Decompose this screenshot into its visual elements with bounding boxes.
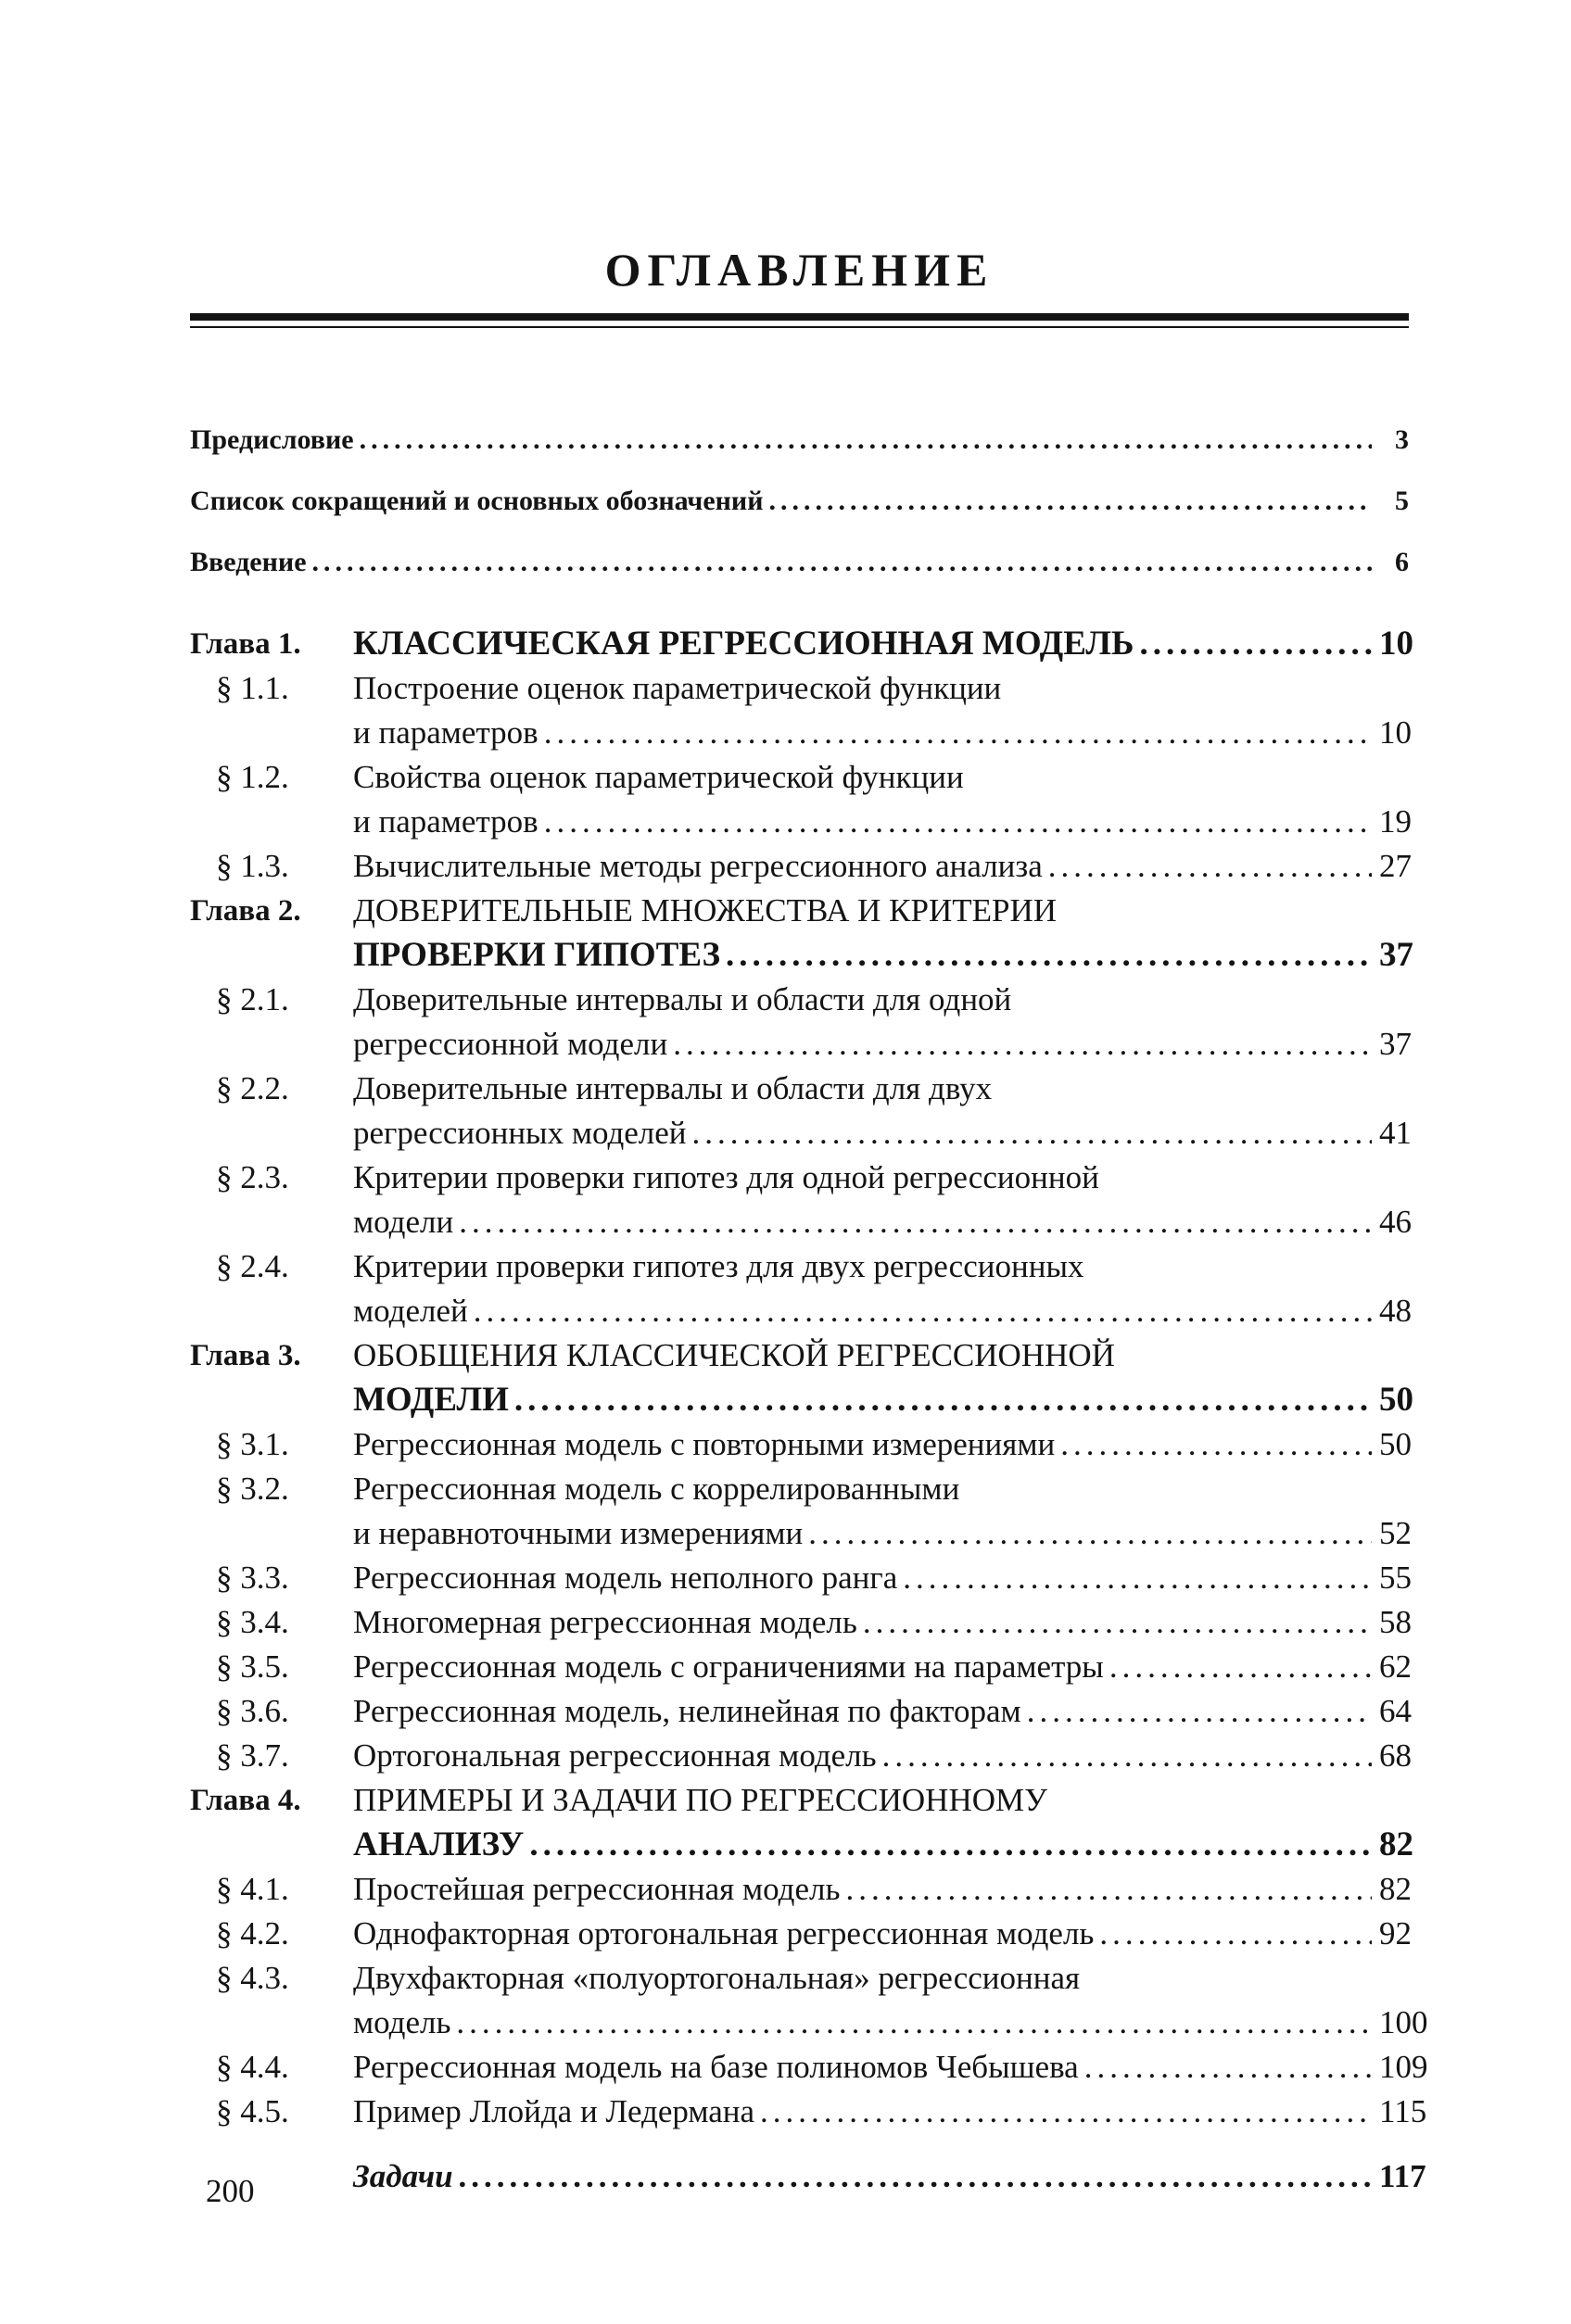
toc-section-3-2-cont — [190, 1515, 1412, 1560]
dot-leader — [474, 1293, 1372, 1330]
entry-page: 100 — [1379, 2004, 1428, 2040]
entry-title: Список сокращений и основных обозначений — [190, 486, 764, 516]
entry-page: 3 — [1395, 424, 1409, 455]
toc-section-3-7 — [190, 1737, 1412, 1782]
chapter-title-line1: ПРИМЕРЫ И ЗАДАЧИ ПО РЕГРЕССИОННОМУ — [353, 1782, 1047, 1818]
toc-entry-preface — [190, 422, 1409, 483]
section-label: § 3.7. — [216, 1737, 289, 1774]
section-title-line2: регрессионной модели — [353, 1026, 668, 1062]
section-label: § 1.1. — [216, 670, 289, 706]
dot-leader — [1109, 1648, 1372, 1686]
dot-leader — [459, 1204, 1372, 1241]
entry-page: 6 — [1395, 547, 1409, 577]
toc-section-4-2 — [190, 1915, 1412, 1960]
section-label: § 4.1. — [216, 1871, 289, 1907]
toc-section-1-3 — [190, 848, 1412, 892]
toc-section-3-1 — [190, 1426, 1412, 1471]
section-title: Регрессионная модель с ограничениями на параметры — [353, 1648, 1104, 1685]
chapter-title-line1: ДОВЕРИТЕЛЬНЫЕ МНОЖЕСТВА И КРИТЕРИИ — [353, 892, 1057, 928]
chapter-label: Глава 1. — [190, 627, 301, 661]
dot-leader — [456, 2004, 1372, 2041]
table-of-contents — [190, 422, 1428, 2203]
section-title-line2: модели — [353, 1204, 454, 1240]
entry-page: 41 — [1379, 1115, 1412, 1151]
toc-section-3-5 — [190, 1648, 1412, 1693]
dot-leader — [903, 1560, 1372, 1597]
toc-section-2-3-cont — [190, 1204, 1412, 1248]
entry-page: 46 — [1379, 1204, 1412, 1240]
chapter-title-line1: ОБОБЩЕНИЯ КЛАССИЧЕСКОЙ РЕГРЕССИОННОЙ — [353, 1337, 1115, 1373]
entry-page: 109 — [1379, 2049, 1428, 2085]
section-title-line1: Регрессионная модель с коррелированными — [353, 1471, 960, 1507]
entry-page: 19 — [1379, 803, 1412, 840]
entry-page: 52 — [1379, 1515, 1412, 1551]
toc-section-2-4 — [190, 1248, 1409, 1293]
entry-page: 48 — [1379, 1293, 1412, 1329]
section-label: § 2.2. — [216, 1070, 289, 1106]
title-rule-thick — [190, 313, 1409, 321]
section-label: § 2.1. — [216, 981, 289, 1017]
section-title: Однофакторная ортогональная регрессионная модель — [353, 1915, 1095, 1951]
toc-section-2-1-cont — [190, 1026, 1412, 1070]
toc-entry-abbreviations — [190, 483, 1409, 544]
toc-entry-introduction — [190, 544, 1409, 605]
entry-page: 27 — [1379, 848, 1412, 884]
dot-leader — [882, 1737, 1372, 1775]
toc-section-4-4 — [190, 2049, 1428, 2093]
toc-section-4-3-cont — [190, 2004, 1428, 2049]
chapter-label: Глава 2. — [190, 894, 301, 928]
section-label: § 4.2. — [216, 1915, 289, 1951]
section-label: § 3.3. — [216, 1560, 289, 1596]
toc-section-4-1 — [190, 1871, 1412, 1915]
section-title-line1: Построение оценок параметрической функции — [353, 670, 1002, 706]
entry-page: 62 — [1379, 1648, 1412, 1685]
dot-leader — [1060, 1426, 1372, 1463]
toc-entry-tasks — [190, 2158, 1426, 2203]
dot-leader — [863, 1604, 1372, 1641]
toc-chapter-2-cont — [190, 936, 1413, 981]
toc-section-3-2 — [190, 1471, 1409, 1515]
dot-leader — [692, 1115, 1372, 1152]
section-title: Вычислительные методы регрессионного анализа — [353, 848, 1043, 884]
entry-page: 115 — [1379, 2093, 1427, 2129]
entry-page: 50 — [1379, 1426, 1412, 1462]
entry-title: Введение — [190, 547, 307, 577]
section-title-line1: Двухфакторная «полуортогональная» регрессионная — [353, 1960, 1081, 1996]
dot-leader — [544, 803, 1372, 840]
toc-section-1-2-cont — [190, 803, 1412, 848]
section-label: § 2.4. — [216, 1248, 289, 1284]
entry-page: 92 — [1379, 1915, 1412, 1951]
chapter-title: КЛАССИЧЕСКАЯ РЕГРЕССИОННАЯ МОДЕЛЬ — [353, 625, 1134, 663]
section-title-line1: Критерии проверки гипотез для двух регрессионных — [353, 1248, 1084, 1284]
toc-section-2-3 — [190, 1159, 1409, 1204]
entry-page: 82 — [1379, 1825, 1413, 1863]
dot-leader — [1139, 625, 1372, 663]
chapter-label: Глава 3. — [190, 1339, 301, 1372]
section-label: § 3.6. — [216, 1693, 289, 1729]
dot-leader — [544, 714, 1372, 752]
section-title: Регрессионная модель с повторными измерениями — [353, 1426, 1056, 1462]
entry-page: 37 — [1379, 1026, 1412, 1062]
chapter-title-line2: МОДЕЛИ — [353, 1381, 509, 1419]
section-title-line1: Свойства оценок параметрической функции — [353, 759, 964, 795]
dot-leader — [845, 1871, 1372, 1908]
entry-page: 55 — [1379, 1560, 1412, 1596]
section-title: Пример Ллойда и Ледермана — [353, 2093, 755, 2129]
entry-page: 64 — [1379, 1693, 1412, 1729]
section-label: § 2.3. — [216, 1159, 289, 1195]
section-label: § 4.4. — [216, 2049, 289, 2085]
section-title-line2: и параметров — [353, 803, 538, 840]
entry-title: Предисловие — [190, 424, 354, 455]
entry-page: 10 — [1379, 714, 1412, 751]
entry-page: 37 — [1379, 936, 1413, 974]
section-title: Регрессионная модель неполного ранга — [353, 1560, 898, 1596]
dot-leader — [514, 1382, 1372, 1419]
toc-chapter-1 — [190, 625, 1413, 670]
chapter-label: Глава 4. — [190, 1784, 301, 1817]
toc-section-1-1-cont — [190, 714, 1412, 759]
toc-section-3-4 — [190, 1604, 1412, 1648]
toc-chapter-2 — [190, 892, 1409, 937]
section-label: § 1.2. — [216, 759, 289, 795]
section-title: Простейшая регрессионная модель — [353, 1871, 841, 1907]
toc-section-3-6 — [190, 1693, 1412, 1737]
entry-page: 58 — [1379, 1604, 1412, 1640]
section-label: § 3.5. — [216, 1648, 289, 1685]
section-label: § 3.2. — [216, 1471, 289, 1507]
section-title: Регрессионная модель, нелинейная по факторам — [353, 1693, 1021, 1729]
page-number: 200 — [206, 2173, 255, 2209]
toc-section-1-1 — [190, 670, 1409, 714]
entry-page: 68 — [1379, 1737, 1412, 1774]
toc-chapter-3-cont — [190, 1381, 1413, 1426]
toc-chapter-3 — [190, 1337, 1409, 1382]
dot-leader — [726, 937, 1372, 974]
dot-leader — [459, 2158, 1372, 2195]
entry-page: 82 — [1379, 1871, 1412, 1907]
section-title-line2: и параметров — [353, 714, 538, 751]
section-title-line2: регрессионных моделей — [353, 1115, 687, 1151]
section-label: § 3.4. — [216, 1604, 289, 1640]
dot-leader — [360, 422, 1372, 459]
section-title-line1: Критерии проверки гипотез для одной регрессионной — [353, 1159, 1099, 1195]
section-title: Ортогональная регрессионная модель — [353, 1737, 877, 1774]
dot-leader — [769, 483, 1372, 520]
section-title-line2: модель — [353, 2004, 451, 2040]
dot-leader — [1048, 848, 1372, 885]
chapter-title-line2: ПРОВЕРКИ ГИПОТЕЗ — [353, 936, 720, 974]
toc-section-1-2 — [190, 759, 1409, 803]
dot-leader — [673, 1026, 1372, 1063]
toc-section-4-3 — [190, 1960, 1409, 2004]
toc-chapter-4 — [190, 1782, 1409, 1826]
dot-leader — [529, 1826, 1372, 1863]
chapter-title-line2: АНАЛИЗУ — [353, 1825, 525, 1863]
entry-title: Задачи — [353, 2158, 453, 2194]
dot-leader — [760, 2093, 1372, 2130]
dot-leader — [1084, 2049, 1372, 2086]
entry-page: 50 — [1379, 1381, 1413, 1419]
dot-leader — [1027, 1693, 1372, 1730]
title-rule-thin — [190, 326, 1409, 328]
entry-page: 5 — [1395, 486, 1409, 516]
section-title: Многомерная регрессионная модель — [353, 1604, 857, 1640]
toc-section-2-2-cont — [190, 1115, 1412, 1159]
dot-leader — [312, 544, 1372, 581]
section-label: § 1.3. — [216, 848, 289, 884]
toc-section-2-4-cont — [190, 1293, 1412, 1337]
toc-section-2-1 — [190, 981, 1409, 1026]
entry-page: 10 — [1379, 625, 1413, 663]
section-title-line1: Доверительные интервалы и области для одной — [353, 981, 1012, 1017]
toc-chapter-4-cont — [190, 1825, 1413, 1871]
section-title-line1: Доверительные интервалы и области для двух — [353, 1070, 993, 1106]
toc-section-4-5 — [190, 2093, 1427, 2138]
page-title: ОГЛАВЛЕНИЕ — [604, 244, 995, 296]
toc-section-2-2 — [190, 1070, 1409, 1115]
section-title: Регрессионная модель на базе полиномов Чебышева — [353, 2049, 1079, 2085]
dot-leader — [1099, 1915, 1372, 1952]
section-label: § 4.3. — [216, 1960, 289, 1996]
section-title-line2: моделей — [353, 1293, 468, 1329]
entry-page: 117 — [1379, 2158, 1426, 2194]
section-label: § 3.1. — [216, 1426, 289, 1462]
section-label: § 4.5. — [216, 2093, 289, 2129]
toc-section-3-3 — [190, 1560, 1412, 1604]
dot-leader — [808, 1515, 1372, 1552]
section-title-line2: и неравноточными измерениями — [353, 1515, 804, 1551]
